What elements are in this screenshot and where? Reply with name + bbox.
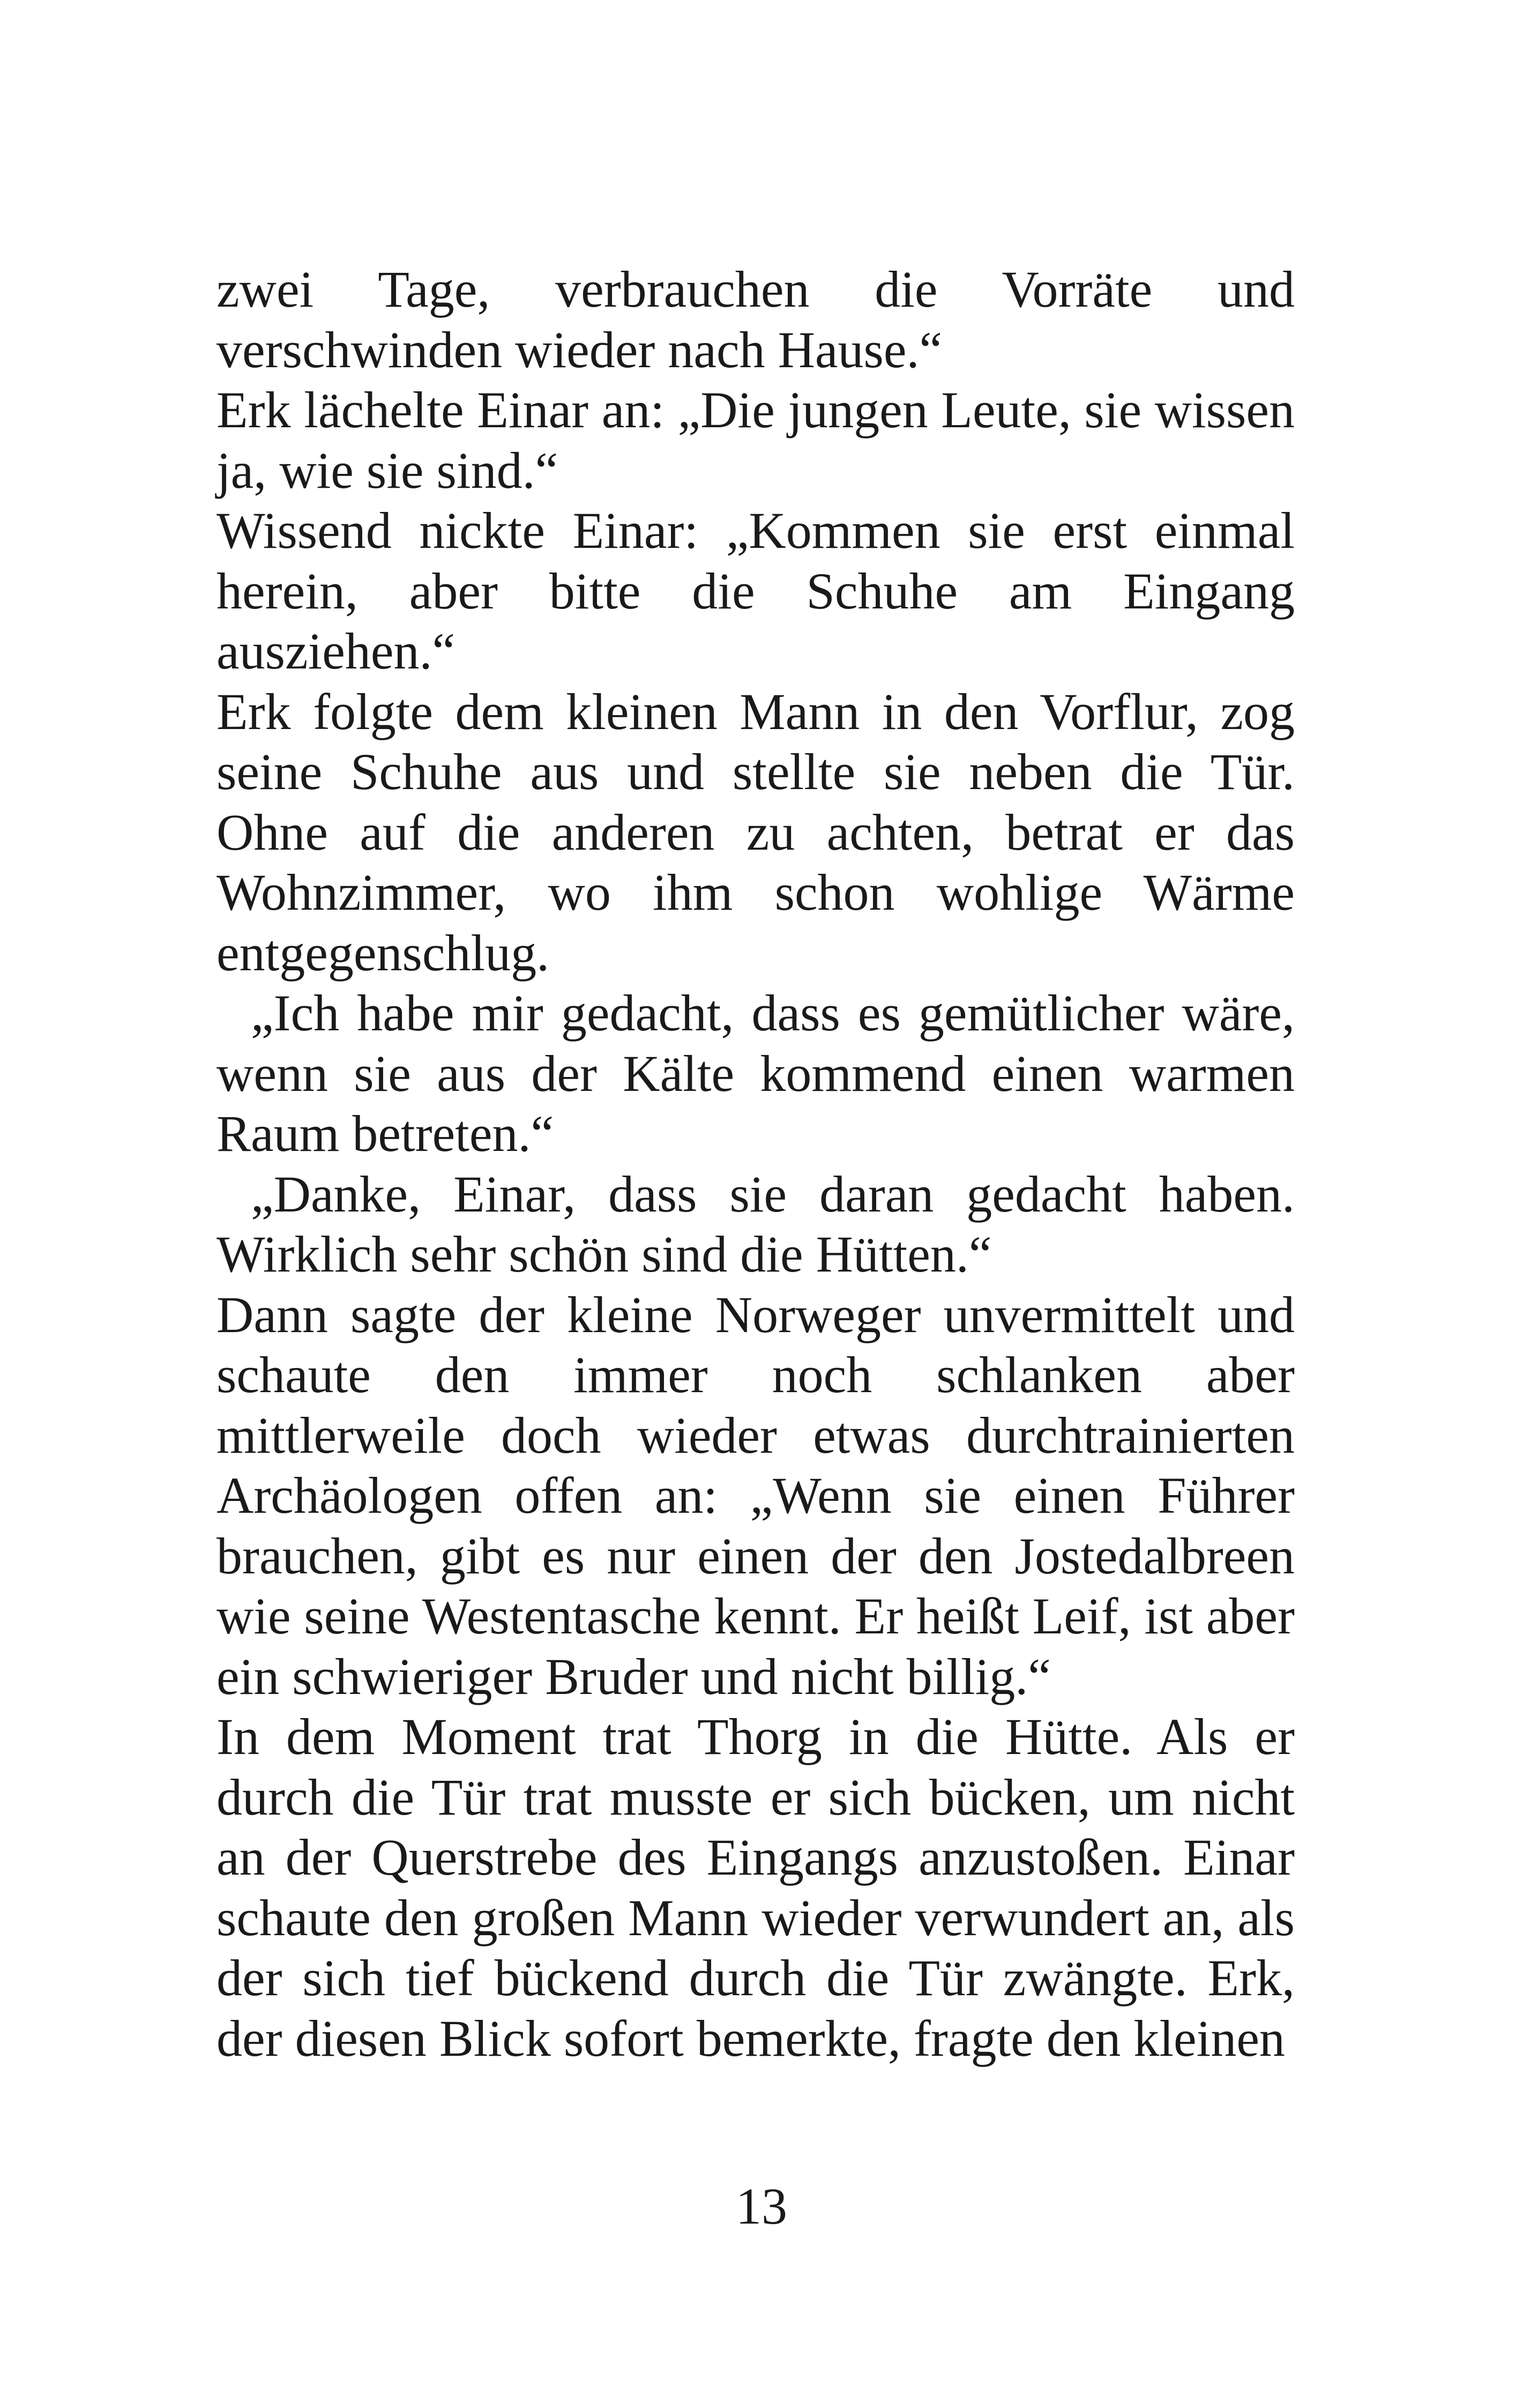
paragraph: „Ich habe mir gedacht, dass es gemütlicher wäre, wenn sie aus der Kälte kommend einen warmen Raum betreten.“	[216, 984, 1295, 1162]
paragraph: In dem Moment trat Thorg in die Hütte. Als er durch die Tür trat musste er sich bücken, um nicht an der Querstrebe des Eingangs anzustoßen. Einar schaute den großen Mann wieder verwundert an, als der sich tief bückend durch die Tür zwängte. Erk, der diesen Blick sofort bemerkte, fragte den kleinen	[216, 1708, 1295, 2067]
paragraph: Dann sagte der kleine Norweger unvermittelt und schaute den immer noch schlanken aber mittlerweile doch wieder etwas durchtrainierten Archäologen offen an: „Wenn sie einen Führer brauchen, gibt es nur einen der den Jostedalbreen wie seine Westentasche kennt. Er heißt Leif, ist aber ein schwieriger Bruder und nicht billig.“	[216, 1285, 1295, 1705]
body-text	[216, 259, 1295, 2069]
paragraph: Erk folgte dem kleinen Mann in den Vorflur, zog seine Schuhe aus und stellte sie neben die Tür. Ohne auf die anderen zu achten, betrat er das Wohnzimmer, wo ihm schon wohlige Wärme entgegenschlug.	[216, 682, 1295, 982]
paragraph: zwei Tage, verbrauchen die Vorräte und verschwinden wieder nach Hause.“	[216, 261, 1295, 378]
paragraph: Wissend nickte Einar: „Kommen sie erst einmal herein, aber bitte die Schuhe am Eingang ausziehen.“	[216, 502, 1295, 680]
page-number: 13	[736, 2177, 787, 2235]
paragraph: „Danke, Einar, dass sie daran gedacht haben. Wirklich sehr schön sind die Hütten.“	[216, 1165, 1295, 1283]
paragraph: Erk lächelte Einar an: „Die jungen Leute, sie wissen ja, wie sie sind.“	[216, 381, 1295, 499]
